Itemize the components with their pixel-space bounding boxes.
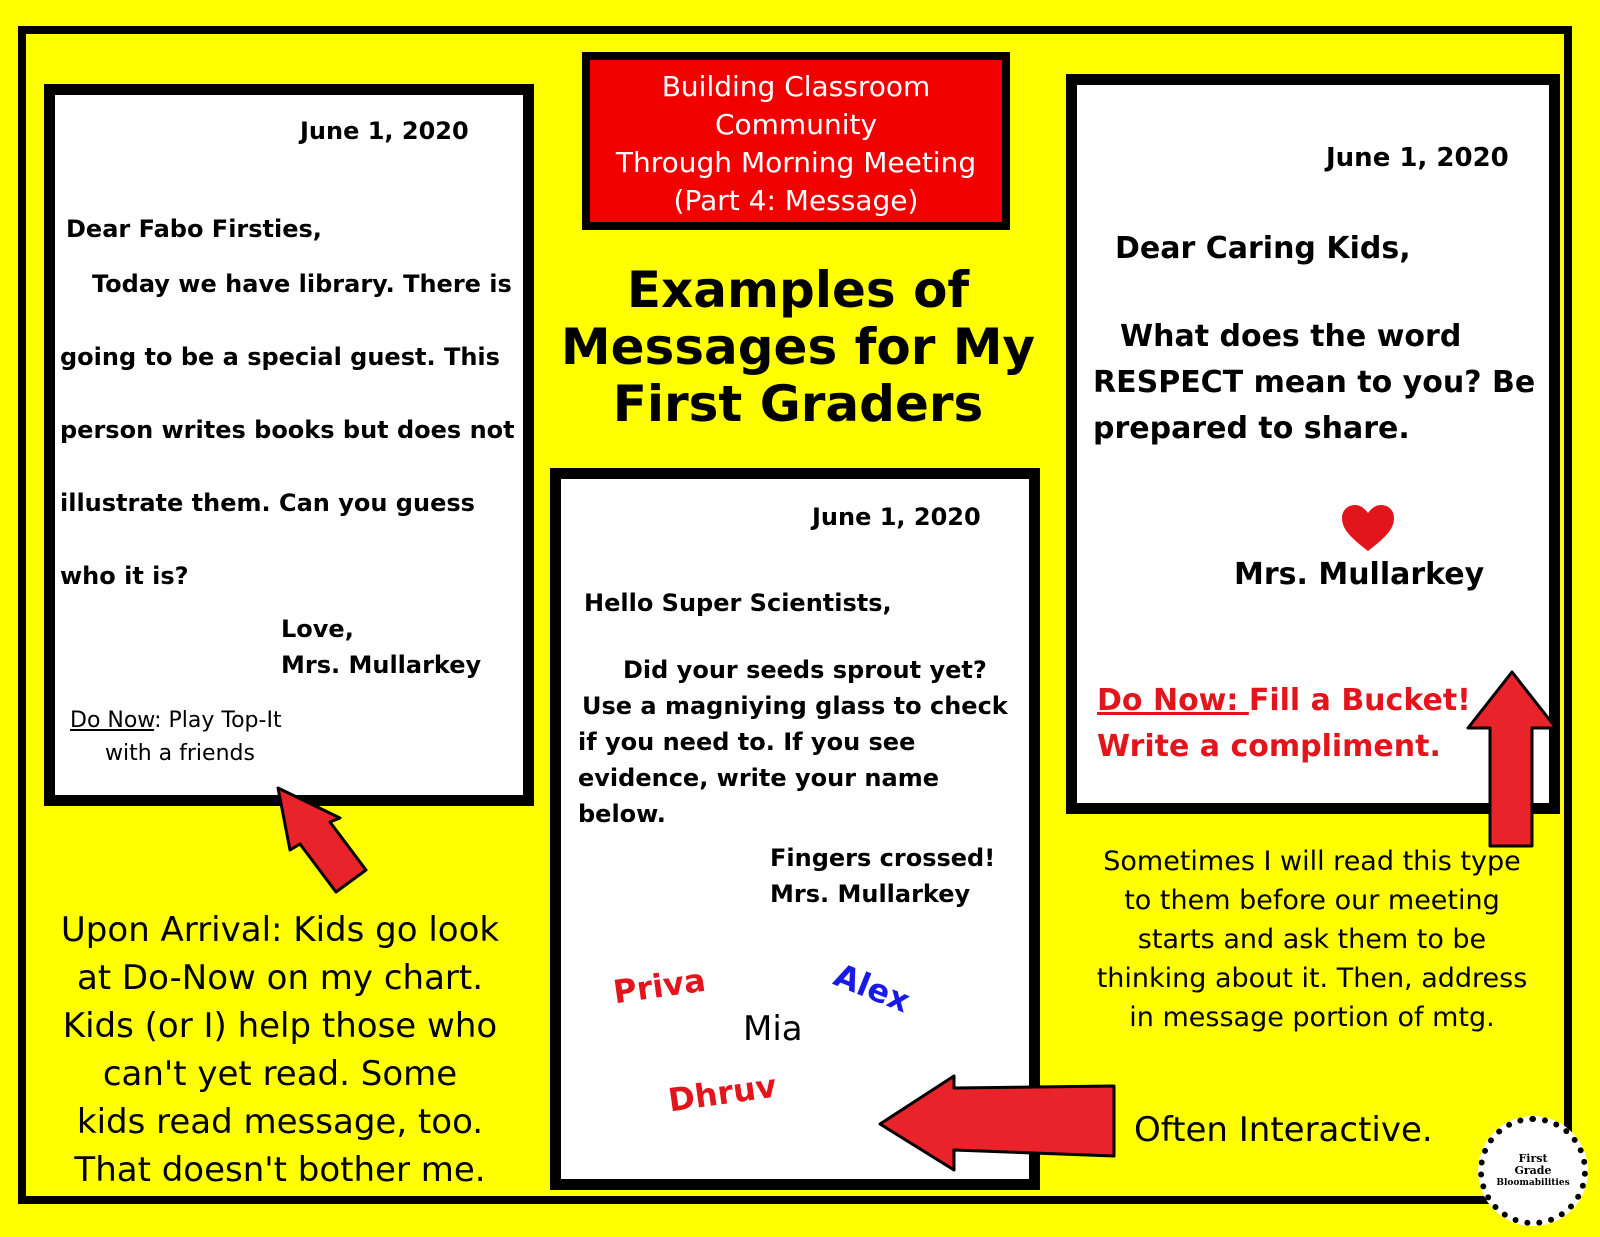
do-now-text-2: Write a compliment. xyxy=(1097,729,1441,764)
card-line: Use a magniying glass to check xyxy=(582,692,1008,720)
do-now-label: Do Now: xyxy=(1097,683,1249,718)
note-line: Kids (or I) help those who xyxy=(62,1006,498,1046)
arrow-up-icon xyxy=(1468,672,1556,846)
card-line: below. xyxy=(578,800,666,828)
logo-line: First xyxy=(1518,1152,1548,1165)
brand-logo xyxy=(1478,1116,1588,1226)
title-line: First Graders xyxy=(612,375,984,433)
note-line: Sometimes I will read this type xyxy=(1103,846,1521,877)
banner-line: Through Morning Meeting xyxy=(615,146,977,179)
student-name: Alex xyxy=(828,955,916,1021)
student-name: Dhruv xyxy=(665,1066,779,1120)
card-line: prepared to share. xyxy=(1093,411,1410,446)
logo-line: Grade xyxy=(1514,1164,1552,1177)
banner-line: Building Classroom xyxy=(661,70,931,103)
card-closing: Love, xyxy=(281,615,354,643)
card-greeting: Hello Super Scientists, xyxy=(584,589,892,617)
card-signature: Mrs. Mullarkey xyxy=(281,651,482,679)
do-now-text: Fill a Bucket! xyxy=(1248,683,1471,718)
note-line: Upon Arrival: Kids go look xyxy=(60,910,500,950)
card-greeting: Dear Fabo Firsties, xyxy=(66,215,322,243)
card-signature: Mrs. Mullarkey xyxy=(770,880,971,908)
do-now-text-2: with a friends xyxy=(105,741,255,766)
card-line: illustrate them. Can you guess xyxy=(60,489,475,517)
title-line: Examples of xyxy=(626,261,970,319)
card-line: evidence, write your name xyxy=(578,764,939,792)
card-line: person writes books but does not xyxy=(60,416,515,444)
do-now-label: Do Now xyxy=(70,708,155,733)
note-line: kids read message, too. xyxy=(76,1102,484,1142)
card-line: What does the word xyxy=(1120,319,1462,354)
banner-line: Community xyxy=(714,108,878,141)
card-date: June 1, 2020 xyxy=(300,117,469,145)
card-line: Did your seeds sprout yet? xyxy=(623,656,987,684)
card-line: if you need to. If you see xyxy=(578,728,916,756)
card-signature: Mrs. Mullarkey xyxy=(1234,557,1485,592)
interactive-note: Often Interactive. xyxy=(1134,1110,1433,1150)
arrow-up-left-icon xyxy=(278,788,366,892)
note-line: That doesn't bother me. xyxy=(74,1150,486,1190)
note-line: to them before our meeting xyxy=(1124,885,1500,916)
note-line: can't yet read. Some xyxy=(102,1054,458,1094)
card-closing: Fingers crossed! xyxy=(770,844,996,872)
student-name: Mia xyxy=(743,1009,803,1049)
card-line: who it is? xyxy=(60,562,189,590)
card-line: RESPECT mean to you? Be xyxy=(1093,365,1536,400)
note-line: starts and ask them to be xyxy=(1137,924,1487,955)
note-line: in message portion of mtg. xyxy=(1129,1002,1495,1033)
arrow-left-icon xyxy=(880,1076,1114,1170)
card-date: June 1, 2020 xyxy=(1326,143,1509,173)
banner-line: (Part 4: Message) xyxy=(673,184,919,217)
note-line: at Do-Now on my chart. xyxy=(76,958,484,998)
student-name: Priva xyxy=(610,960,708,1012)
card-line: Today we have library. There is xyxy=(92,270,512,298)
card-line: going to be a special guest. This xyxy=(60,343,500,371)
card-greeting: Dear Caring Kids, xyxy=(1115,231,1411,266)
title-line: Messages for My xyxy=(560,318,1036,376)
card-date: June 1, 2020 xyxy=(812,503,981,531)
note-line: thinking about it. Then, address xyxy=(1096,963,1528,994)
logo-line: Bloomabilities xyxy=(1496,1178,1570,1188)
do-now-text: : Play Top-It xyxy=(154,708,282,733)
